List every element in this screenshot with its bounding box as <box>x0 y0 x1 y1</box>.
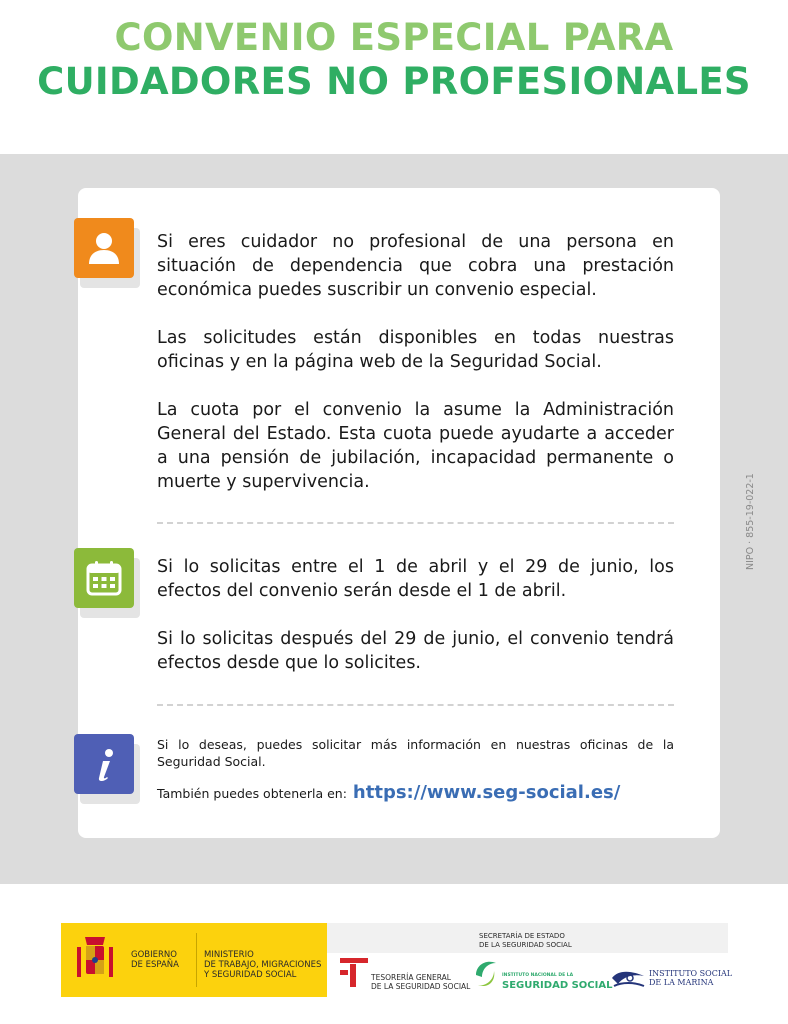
dashed-divider <box>157 522 674 524</box>
logo-divider <box>196 933 197 987</box>
paragraph-before-june: Si lo solicitas entre el 1 de abril y el 29 de junio, los efectos del convenio serán desde el 1 de abril. <box>157 557 674 601</box>
tgss-logo-icon <box>340 958 370 988</box>
nipo-code: NIPO · 855-19-022-1 <box>745 473 756 570</box>
seg-social-link[interactable]: https://www.seg-social.es/ <box>352 782 621 803</box>
calendar-icon <box>74 548 134 608</box>
dashed-divider <box>157 704 674 706</box>
ism-text: INSTITUTO SOCIAL DE LA MARINA <box>649 969 733 987</box>
more-info-text: Si lo deseas, puedes solicitar más información en nuestras oficinas de la Seguridad Social. <box>157 737 674 769</box>
ministerio-text: MINISTERIO DE TRABAJO, MIGRACIONES Y SEGURIDAD SOCIAL <box>204 950 322 980</box>
ism-logo-icon <box>610 964 646 990</box>
secretaria-text: SECRETARÍA DE ESTADO DE LA SEGURIDAD SOCIAL <box>479 932 572 949</box>
person-icon <box>74 218 134 278</box>
coat-of-arms-icon <box>73 933 117 987</box>
tgss-text: TESORERÍA GENERAL DE LA SEGURIDAD SOCIAL <box>371 973 471 991</box>
inss-small-text: INSTITUTO NACIONAL DE LA <box>502 973 574 978</box>
paragraph-eligibility: Si eres cuidador no profesional de una persona en situación de dependencia que cobra una prestación económica puedes suscribir un convenio especial. <box>157 232 674 300</box>
title-line-1: CONVENIO ESPECIAL PARA <box>114 16 674 59</box>
gobierno-text: GOBIERNO DE ESPAÑA <box>131 950 179 970</box>
inss-big-text: SEGURIDAD SOCIAL <box>502 980 613 991</box>
title-line-2: CUIDADORES NO PROFESIONALES <box>37 60 751 103</box>
inss-logo-icon <box>472 957 500 989</box>
website-label: También puedes obtenerla en: <box>157 786 347 801</box>
paragraph-fee: La cuota por el convenio la asume la Administración General del Estado. Esta cuota puede ayudarte a acceder a una pensión de jubilación, incapacidad permanente o muerte y supervivencia. <box>157 400 674 492</box>
website-row <box>157 782 620 803</box>
paragraph-after-june: Si lo solicitas después del 29 de junio, el convenio tendrá efectos desde que lo solicites. <box>157 629 674 673</box>
paragraph-applications: Las solicitudes están disponibles en todas nuestras oficinas y en la página web de la Seguridad Social. <box>157 328 674 372</box>
info-icon <box>74 734 134 794</box>
